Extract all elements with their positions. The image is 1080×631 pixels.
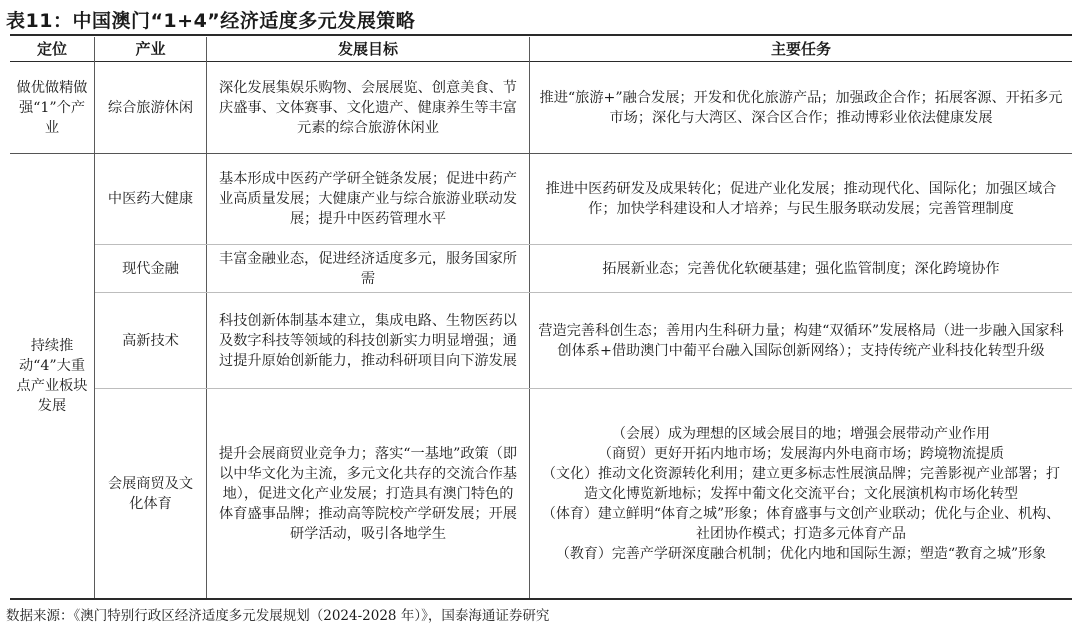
tasks-cell: 推进中医药研发及成果转化；促进产业化发展；推动现代化、国际化；加强区域合作；加快学科建设和人才培养；与民生服务联动发展；完善管理制度	[545, 181, 1057, 217]
header-industry: 产业	[135, 40, 166, 58]
positioning-cell: 持续推动“4”大重点产业板块发展	[16, 338, 88, 414]
table-title: 表11：中国澳门“1+4”经济适度多元发展策略	[6, 10, 416, 32]
task-item-education: （教育）完善产学研深度融合机制；优化内地和国际生源；塑造“教育之城”形象	[555, 545, 1047, 562]
positioning-cell: 做优做精做强“1”个产业	[16, 79, 88, 136]
tasks-cell: 推进“旅游+”融合发展；开发和优化旅游产品；加强政企合作；拓展客源、开拓多元市场；深化与大湾区、深合区合作；推动博彩业依法健康发展	[539, 89, 1063, 126]
tasks-cell: 拓展新业态；完善优化软硬基建；强化监管制度；深化跨境协作	[602, 260, 1000, 277]
industry-cell: 高新技术	[122, 332, 179, 349]
task-item-culture: （文化）推动文化资源转化利用；建立更多标志性展演品牌；完善影视产业部署；打造文化博览新地标；发挥中葡文化交流平台；文化展演机构市场化转型	[542, 465, 1060, 502]
task-item-exhibition: （会展）成为理想的区域会展目的地；增强会展带动产业作用	[612, 425, 990, 442]
tasks-cell	[530, 389, 1072, 598]
industry-cell: 综合旅游休闲	[107, 99, 194, 116]
table-top-rule	[10, 34, 1072, 36]
header-tasks: 主要任务	[770, 40, 831, 58]
goal-cell: 科技创新体制基本建立，集成电路、生物医药以及数字科技等领域的科技创新实力明显增强；通过提升原始创新能力，推动科研项目向下游发展	[219, 312, 517, 369]
header-positioning: 定位	[36, 40, 67, 58]
task-item-sports: （体育）建立鲜明“体育之城”形象；体育盛事与文创产业联动；优化与企业、机构、社团协作模式；打造多元体育产品	[541, 505, 1061, 542]
industry-cell: 会展商贸及文化体育	[107, 475, 194, 512]
tasks-cell: 营造完善科创生态；善用内生科研力量；构建“双循环”发展格局（进一步融入国家科创体系+借助澳门中葡平台融入国际创新网络）；支持传统产业科技化转型升级	[538, 322, 1064, 359]
goal-cell: 提升会展商贸业竞争力；落实“一基地”政策（即以中华文化为主流，多元文化共存的交流合作基地），促进文化产业发展；打造具有澳门特色的体育盛事品牌；推动高等院校产学研发展；开展研学活动，吸引各地学生	[218, 445, 518, 542]
goal-cell: 深化发展集娱乐购物、会展展览、创意美食、节庆盛事、文体赛事、文化遗产、健康养生等丰富元素的综合旅游休闲业	[219, 79, 517, 136]
task-item-trade: （商贸）更好开拓内地市场；发展海内外电商市场；跨境物流提质	[598, 445, 1004, 462]
industry-cell: 现代金融	[122, 260, 179, 277]
source-note: 数据来源：《澳门特别行政区经济适度多元发展规划（2024-2028 年）》，国泰海通证券研究	[6, 608, 550, 624]
table-bottom-rule	[10, 598, 1072, 600]
industry-cell: 中医药大健康	[107, 191, 194, 207]
header-goal: 发展目标	[337, 40, 398, 58]
goal-cell: 基本形成中医药产学研全链条发展；促进中药产业高质量发展；大健康产业与综合旅游业联动发展；提升中医药管理水平	[219, 171, 517, 227]
goal-cell: 丰富金融业态，促进经济适度多元，服务国家所需	[219, 250, 517, 287]
